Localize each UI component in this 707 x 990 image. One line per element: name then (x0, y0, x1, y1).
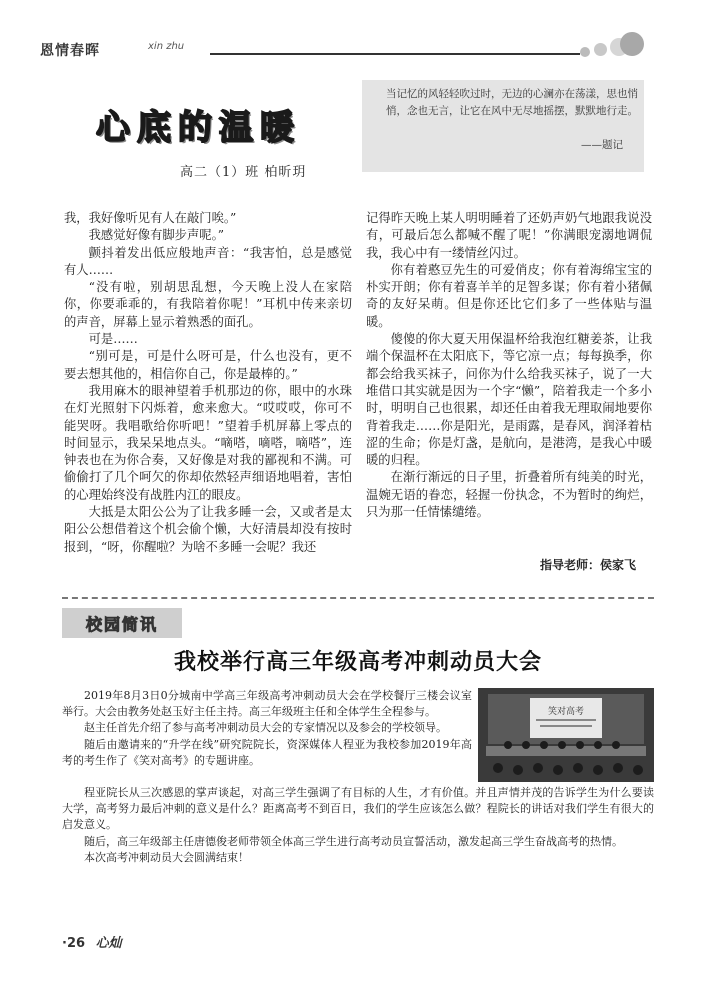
paragraph: 傻傻的你大夏天用保温杯给我泡红糖姜茶，让我端个保温杯在太阳底下，等它凉一点；每每换季，你都会给我买袜子，问你为什么给我买袜子，说了一大堆借口其实就是因为一个字“懒”，陪着我走一个多小时，明明自己也很累，却还任由着我无理取闹地要你背着我走……你是阳光，是雨露，是春风，润泽着枯涩的生命；你是灯盏，是航向，是港湾，是我心中暖暖的归程。 (366, 332, 652, 468)
news-headline: 我校举行高三年级高考冲刺动员大会 (173, 650, 542, 675)
section-title: 恩情春晖 (40, 43, 100, 59)
news-body-bottom (62, 785, 654, 866)
section-pinyin: xin zhu (148, 41, 185, 52)
paragraph: 大抵是太阳公公为了让我多睡一会，又或者是太阳公公想借着这个机会偷个懒，大好清晨却没有按时报到，“呀，你醒啦？为啥不多睡一会呢？我还 (64, 505, 352, 554)
paragraph: 我，我好像听见有人在敲门唉。” (64, 211, 237, 225)
paragraph: “没有啦，别胡思乱想，今天晚上没人在家陪你，你要乖乖的，有我陪着你呢！”耳机中传来亲切的声音，屏幕上显示着熟悉的面孔。 (64, 280, 352, 329)
news-paragraph: 赵主任首先介绍了参与高考冲刺动员大会的专家情况以及参会的学校领导。 (84, 721, 447, 735)
article-column-right (366, 210, 652, 521)
epigraph-text: 当记忆的风轻轻吹过时，无边的心澜亦在荡漾，思也悄悄，念也无言，让它在风中无尽地摇摆，默默地行走。 (386, 88, 638, 117)
news-photo (478, 688, 654, 782)
paragraph: 你有着憨豆先生的可爱俏皮；你有着海绵宝宝的朴实开朗；你有着喜羊羊的足智多谋；你有着小猪佩奇的友好呆萌。但是你还比它们多了一些体贴与温暖。 (366, 262, 652, 329)
epigraph-source: ——题记 (581, 139, 623, 151)
paragraph: 在渐行渐远的日子里，折叠着所有纯美的时光，温婉无语的眷恋，轻握一份执念，不为暂时的绚烂，只为那一任情愫缱绻。 (366, 470, 652, 520)
page-number: ·26 (62, 936, 86, 951)
paragraph: 我用麻木的眼神望着手机那边的你，眼中的水珠在灯光照射下闪烁着，愈来愈大。“哎哎哎，你可不能哭呀。我唱歌给你听吧！”望着手机屏幕上零点的时间显示，我呆呆地点头。“嘀嗒，嘀嗒，嘀嗒”，连钟表也在为你合奏，又好像是对我的鄙视和不满。可偷偷打了几个呵欠的你却依然轻声细语地唱着，害怕的心理始终没有战胜内江的眼皮。 (64, 383, 352, 502)
header-rule (210, 53, 580, 55)
magazine-name: 心灿 (95, 936, 122, 951)
assembly-photo-illustration (478, 688, 654, 782)
article-author: 高二（1）班 柏昕玥 (180, 165, 307, 180)
paragraph: 颤抖着发出低应般地声音：“我害怕，总是感觉有人…… (64, 245, 352, 277)
article-column-left (64, 210, 352, 556)
photo-banner-title: 笑对高考 (547, 707, 585, 717)
advisor-credit: 指导老师：侯家飞 (540, 558, 637, 572)
paragraph: 记得昨天晚上某人明明睡着了还奶声奶气地跟我说没有，可最后怎么都喊不醒了呢！”你满眼宠溺地调侃我，我心中有一缕情丝闪过。 (366, 211, 652, 260)
header-dot (580, 47, 590, 57)
news-section-tag: 校园简讯 (86, 615, 159, 634)
news-paragraph: 2019年8月3日0分城南中学高三年级高考冲刺动员大会在学校餐厅三楼会议室举行。大会由教务处赵玉好主任主持。高三年级班主任和全体学生全程参与。 (62, 689, 472, 719)
news-body-top (62, 688, 472, 769)
paragraph: 我感觉好像有脚步声呢。” (88, 228, 224, 243)
page-footer (62, 932, 122, 951)
news-paragraph: 程亚院长从三次感恩的掌声谈起，对高三学生强调了有目标的人生，才有价值。并且声情并茂的告诉学生为什么要读大学，高考努力最后冲刺的意义是什么？距离高考不到百日，我们的学生应该怎么做？程院长的讲话对我们学生有很大的启发意义。 (62, 786, 654, 832)
paragraph: 可是…… (88, 332, 138, 347)
news-paragraph: 随后由邀请来的“升学在线”研究院院长，资深媒体人程亚为我校参加2019年高考的考生作了《笑对高考》的专题讲座。 (62, 737, 472, 767)
news-paragraph: 本次高考冲刺动员大会圆满结束！ (84, 850, 249, 864)
header-dot (594, 43, 607, 56)
section-divider (62, 597, 654, 599)
header-dot (620, 32, 644, 56)
news-paragraph: 随后，高三年级部主任唐德俊老师带领全体高三学生进行高考动员宣誓活动，激发起高三学生奋战高考的热情。 (84, 834, 623, 848)
paragraph: “别可是，可是什么呀可是，什么也没有，更不要去想其他的，相信你自己，你是最棒的。” (64, 349, 352, 381)
article-title: 心底的温暖 (96, 108, 301, 148)
